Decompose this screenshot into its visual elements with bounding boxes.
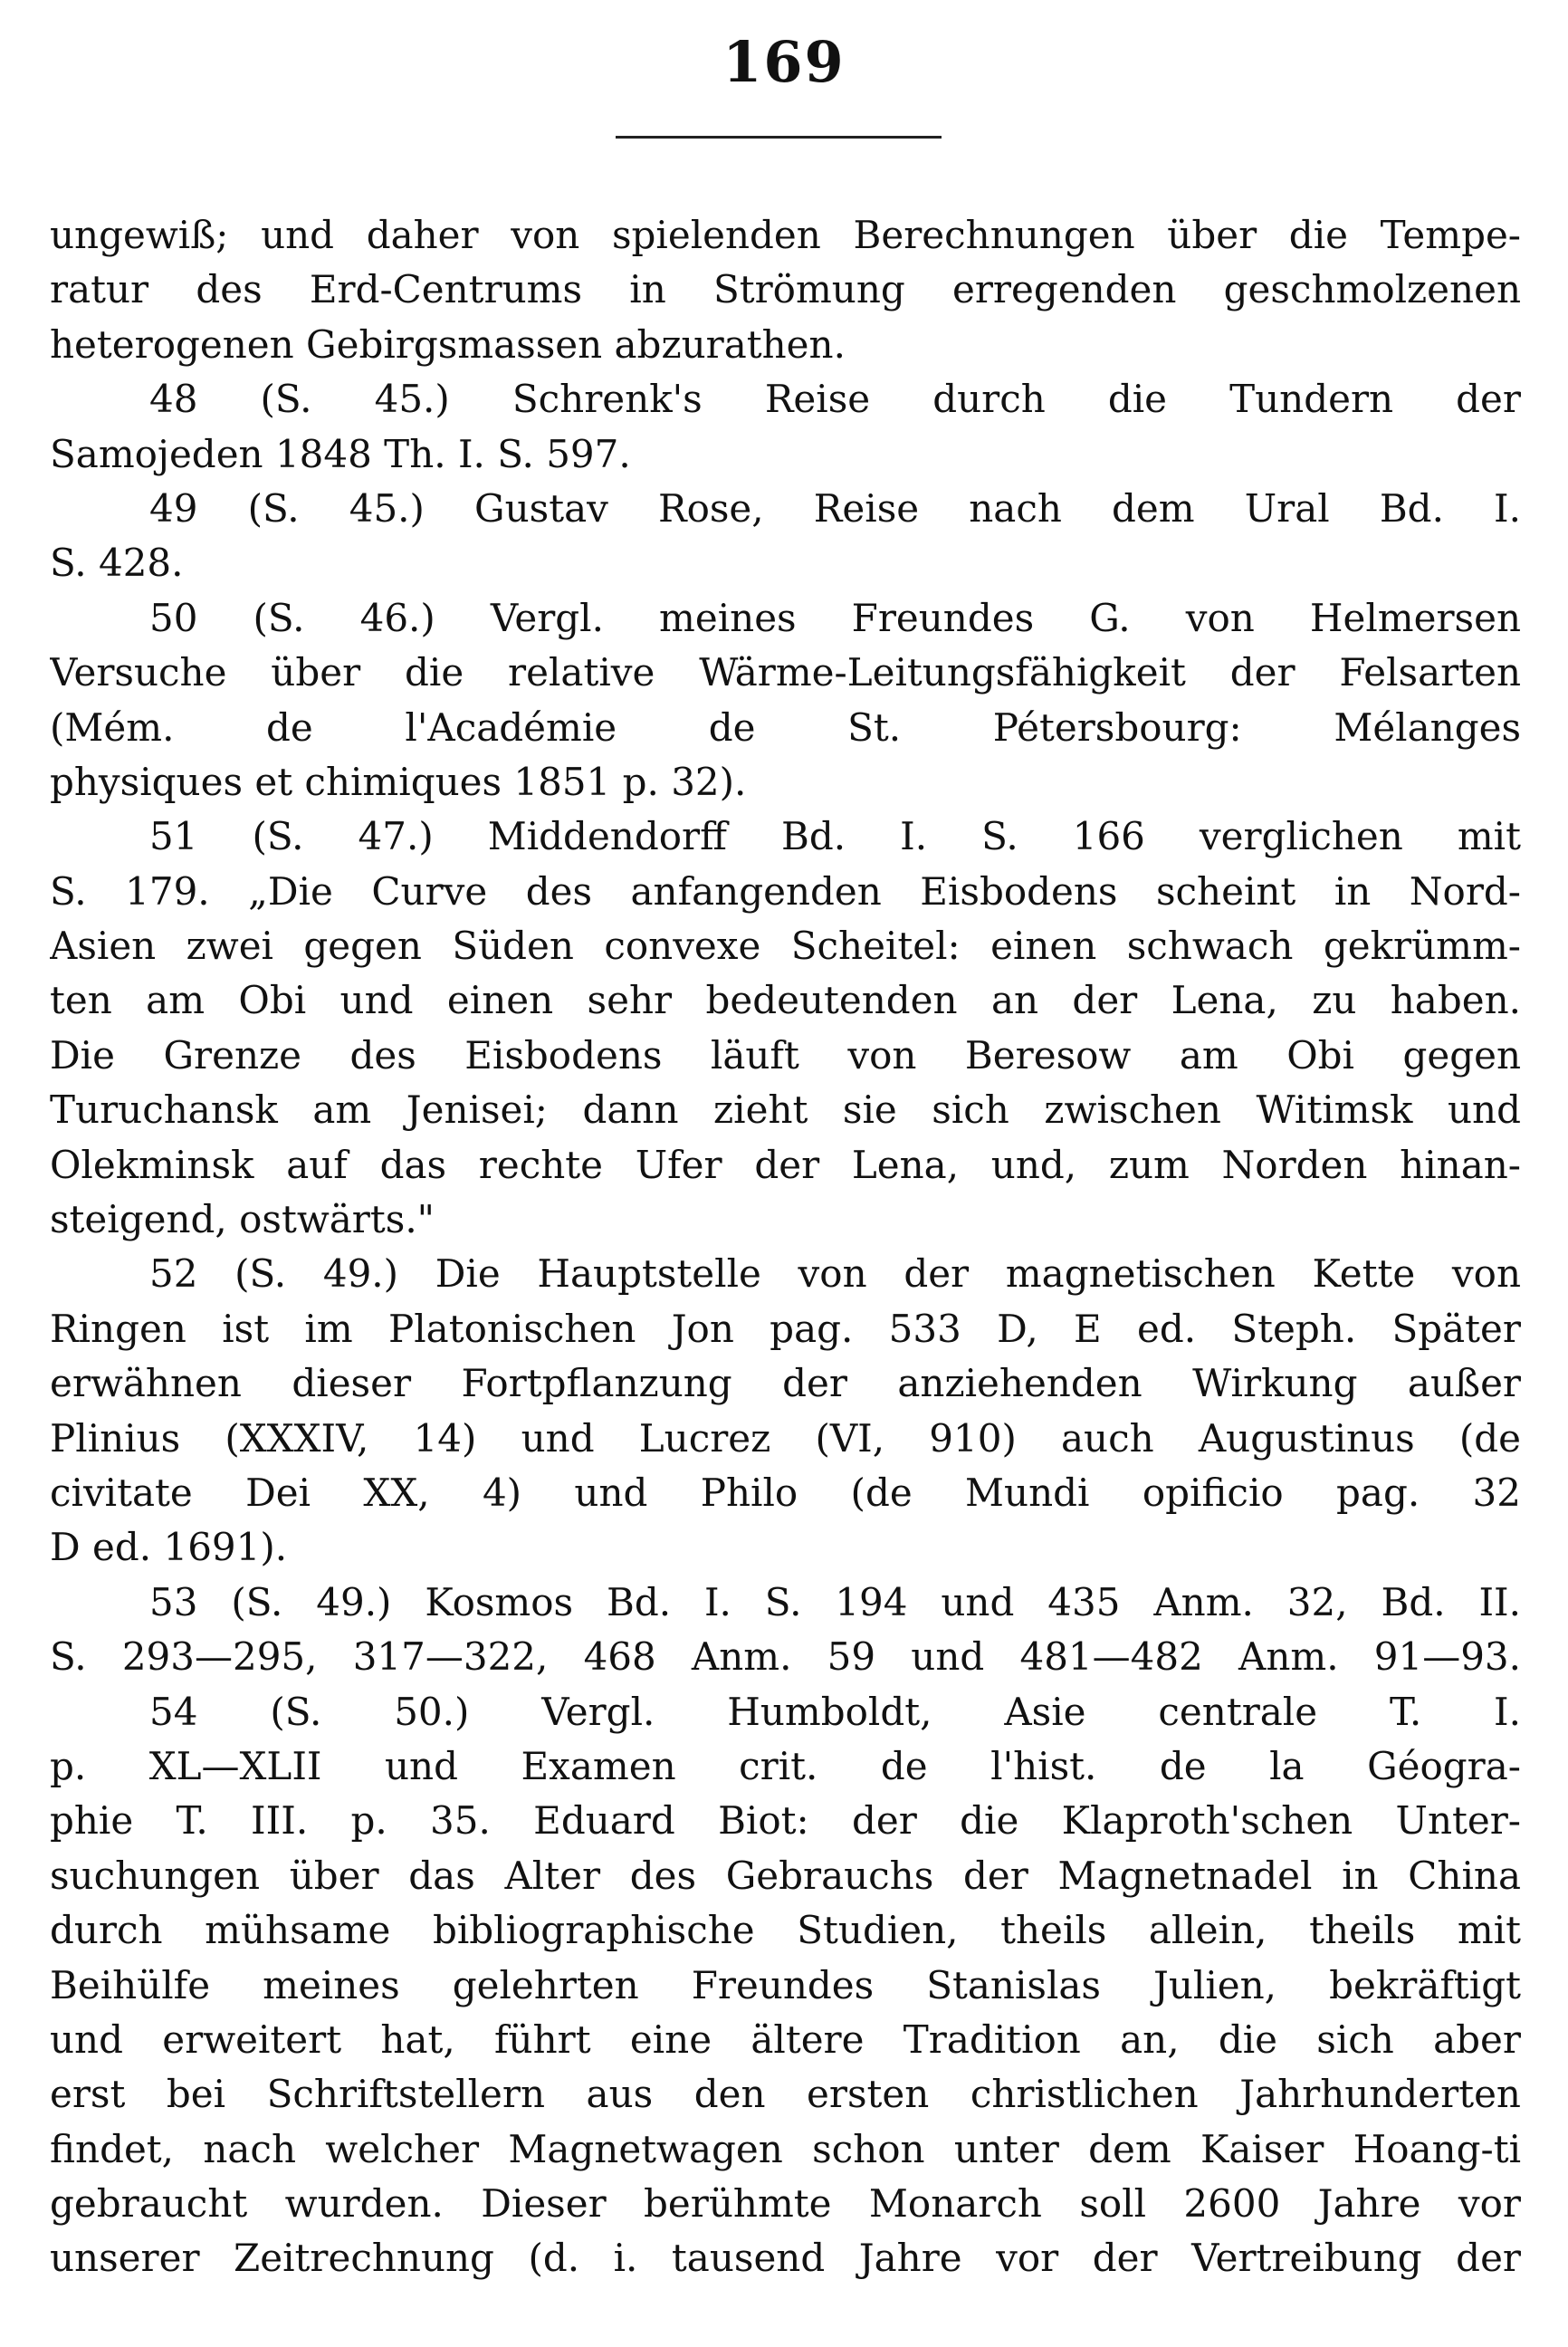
text-line: heterogenen Gebirgsmassen abzurathen.	[50, 321, 846, 367]
text-line: (Mém. de l'Académie de St. Pétersbourg: Mélanges	[50, 704, 1521, 750]
text-line: phie T. III. p. 35. Eduard Biot: der die Klaproth'schen Unter-	[50, 1798, 1521, 1844]
header-rule	[616, 136, 942, 139]
text-line: S. 428.	[50, 541, 184, 586]
text-line: ten am Obi und einen sehr bedeutenden an der Lena, zu haben.	[50, 978, 1521, 1023]
text-line: S. 179. „Die Curve des anfangenden Eisbodens scheint in Nord-	[50, 868, 1521, 914]
text-line: D ed. 1691).	[50, 1525, 288, 1570]
text-line: Asien zwei gegen Süden convexe Scheitel: einen schwach gekrümm-	[50, 924, 1521, 969]
footnote-line: 49 (S. 45.) Gustav Rose, Reise nach dem Ural Bd. I.	[149, 485, 1521, 531]
text-line: ratur des Erd-Centrums in Strömung erregenden geschmolzenen	[50, 267, 1521, 312]
text-line: ungewiß; und daher von spielenden Berechnungen über die Tempe-	[50, 213, 1521, 257]
text-line: erst bei Schriftstellern aus den ersten christlichen Jahrhunderten	[50, 2072, 1521, 2117]
footnote-line: 52 (S. 49.) Die Hauptstelle von der magnetischen Kette von	[149, 1251, 1521, 1297]
text-line: erwähnen dieser Fortpflanzung der anziehenden Wirkung außer	[50, 1361, 1521, 1406]
text-line: Turuchansk am Jenisei; dann zieht sie sich zwischen Witimsk und	[50, 1087, 1521, 1133]
text-line: p. XL—XLII und Examen crit. de l'hist. de la Géogra-	[50, 1743, 1521, 1788]
footnote-line: 48 (S. 45.) Schrenk's Reise durch die Tundern der	[149, 377, 1521, 422]
body-text	[50, 208, 1521, 2286]
text-line: Samojeden 1848 Th. I. S. 597.	[50, 431, 631, 476]
page-number: 169	[722, 29, 846, 95]
footnote-line: 54 (S. 50.) Vergl. Humboldt, Asie centrale T. I.	[149, 1689, 1521, 1734]
footnote-line: 51 (S. 47.) Middendorff Bd. I. S. 166 verglichen mit	[149, 814, 1521, 859]
text-line: findet, nach welcher Magnetwagen schon unter dem Kaiser Hoang-ti	[50, 2126, 1521, 2171]
text-line: physiques et chimiques 1851 p. 32).	[50, 759, 747, 804]
text-line: Plinius (XXXIV, 14) und Lucrez (VI, 910) auch Augustinus (de	[50, 1415, 1521, 1461]
text-line: Beihülfe meines gelehrten Freundes Stanislas Julien, bekräftigt	[50, 1962, 1521, 2007]
text-line: Ringen ist im Platonischen Jon pag. 533 D, E ed. Steph. Später	[50, 1306, 1521, 1351]
text-line: gebraucht wurden. Dieser berühmte Monarch soll 2600 Jahre vor	[50, 2181, 1521, 2227]
text-line: Olekminsk auf das rechte Ufer der Lena, und, zum Norden hinan-	[50, 1142, 1521, 1187]
text-line: steigend, ostwärts."	[50, 1197, 435, 1242]
footnote-line: 53 (S. 49.) Kosmos Bd. I. S. 194 und 435 Anm. 32, Bd. II.	[149, 1579, 1521, 1624]
text-line: Versuche über die relative Wärme-Leitungsfähigkeit der Felsarten	[50, 650, 1521, 695]
text-line: und erweitert hat, führt eine ältere Tradition an, die sich aber	[50, 2017, 1521, 2062]
text-line: unserer Zeitrechnung (d. i. tausend Jahre vor der Vertreibung der	[50, 2236, 1521, 2281]
text-line: S. 293—295, 317—322, 468 Anm. 59 und 481—482 Anm. 91—93.	[50, 1634, 1521, 1680]
text-line: suchungen über das Alter des Gebrauchs der Magnetnadel in China	[50, 1853, 1521, 1898]
footnote-line: 50 (S. 46.) Vergl. meines Freundes G. von Helmersen	[149, 595, 1521, 640]
text-line: Die Grenze des Eisbodens läuft von Beresow am Obi gegen	[50, 1032, 1521, 1078]
text-line: durch mühsame bibliographische Studien, theils allein, theils mit	[50, 1908, 1521, 1953]
text-line: civitate Dei XX, 4) und Philo (de Mundi opificio pag. 32	[50, 1470, 1521, 1515]
